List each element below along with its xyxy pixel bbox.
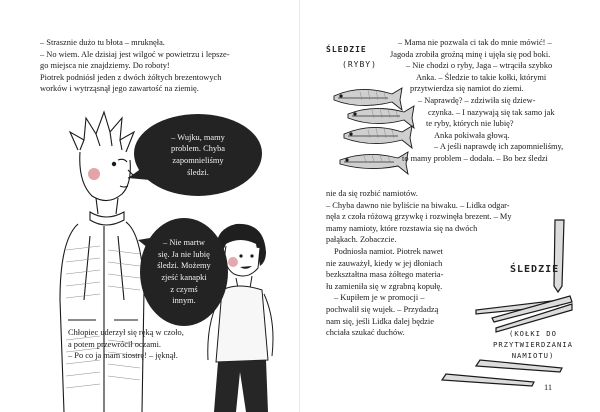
right-paragraph-top xyxy=(390,37,563,165)
right-paragraph-middle xyxy=(326,188,512,339)
pegs-label-title: ŚLEDZIE xyxy=(510,264,560,275)
bubble-line: śledzi. Możemy xyxy=(157,261,211,271)
bubble-line: problem. Chyba xyxy=(171,144,225,154)
text-line: a potem przewrócił oczami. xyxy=(68,339,162,349)
left-bottom-text xyxy=(68,327,184,362)
text-line: mamy namioty, które rozstawia się na dwóch xyxy=(326,223,478,233)
text-line: czynka. – I nazywają się tak samo jak xyxy=(428,107,555,117)
bubble-line: innym. xyxy=(172,296,196,306)
text-line: worków i wytrząsnął jego zawartość na ziemię. xyxy=(40,84,199,94)
text-line: nie zauważył, kiedy w jej dłoniach xyxy=(326,258,443,268)
bubble-line: – Nie martw xyxy=(163,238,205,248)
text-line: Podniosła namiot. Piotrek nawet xyxy=(334,246,443,256)
text-line: pochwalił się wujek. – Przydadzą xyxy=(326,304,439,314)
text-line: go miejsca nie znajdziemy. Do roboty! xyxy=(40,61,170,71)
bubble-line: śledzi. xyxy=(187,167,209,177)
text-line: – Naprawdę? – zdziwiła się dziew- xyxy=(418,95,536,105)
right-page xyxy=(300,0,600,412)
text-line: – No wiem. Ale dzisiaj jest wilgoć w powietrzu i lepsze- xyxy=(40,49,230,59)
text-line: – Po co ja mam siostrę! – jęknął. xyxy=(68,351,178,361)
text-line: łu zamieniła się w zgrabną kopułę. xyxy=(326,281,443,291)
text-line: – A jeśli naprawdę ich zapomnieliśmy, xyxy=(434,142,564,152)
text-line: pałąkach. Zobaczcie. xyxy=(326,235,397,245)
text-line: – Nie chodzi o ryby, Jaga – wtrąciła szybko xyxy=(406,61,553,71)
bubble-line: – Wujku, mamy xyxy=(171,132,225,142)
text-line: Chłopiec uderzył się ręką w czoło, xyxy=(68,328,184,337)
text-line: te ryby, których nie lubię? xyxy=(426,119,514,129)
text-line: przytwierdza się namiot do ziemi. xyxy=(410,84,524,94)
bubble-line: się. Ja nie lubię xyxy=(158,249,210,259)
bubble-line: z czymś xyxy=(170,284,198,294)
text-line: nęła z czoła różową grzywkę i rozwinęła brezent. – My xyxy=(326,212,512,222)
text-line: – Strasznie dużo tu błota – mruknęła. xyxy=(40,38,165,47)
bubble-line: zjeść kanapki xyxy=(161,273,207,282)
tent-peg xyxy=(476,360,562,372)
text-line: – Kupiłem je w promocji – xyxy=(334,293,425,303)
fish-label-title: ŚLEDZIE xyxy=(326,45,367,54)
text-line: nam się, jeśli Lidka dalej będzie xyxy=(326,316,434,326)
tent-peg xyxy=(442,374,534,386)
text-line: Anka pokiwała głową. xyxy=(434,130,510,140)
pegs-label-subtitle: (KOŁKI DO PRZYTWIERDZANIA NAMIOTU) xyxy=(493,329,573,360)
bubble-line: zapomnieliśmy xyxy=(172,156,224,165)
text-line: – Mama nie pozwala ci tak do mnie mówić! – xyxy=(398,38,552,47)
text-line: – Chyba dawno nie byliście na biwaku. – Lidka odgar- xyxy=(326,200,510,210)
speech-bubble-girl xyxy=(140,218,228,326)
page-number: 11 xyxy=(544,383,553,392)
text-line: Piotrek podniósł jeden z dwóch żółtych brezentowych xyxy=(40,72,222,82)
text-line: Anka. – Śledzie to takie kołki, którymi xyxy=(416,72,547,82)
tent-peg xyxy=(554,220,564,292)
text-line: to mamy problem – dodała. – Bo bez śledzi xyxy=(402,153,548,163)
text-line: nie da się rozbić namiotów. xyxy=(326,189,418,198)
text-line: chciała szukać duchów. xyxy=(326,328,405,338)
text-line: Jagoda zrobiła groźną minę i ujęła się pod boki. xyxy=(390,49,551,59)
fish-label-subtitle: (RYBY) xyxy=(342,60,377,69)
text-line: bezkształtna masa żółtego materia- xyxy=(326,270,444,280)
